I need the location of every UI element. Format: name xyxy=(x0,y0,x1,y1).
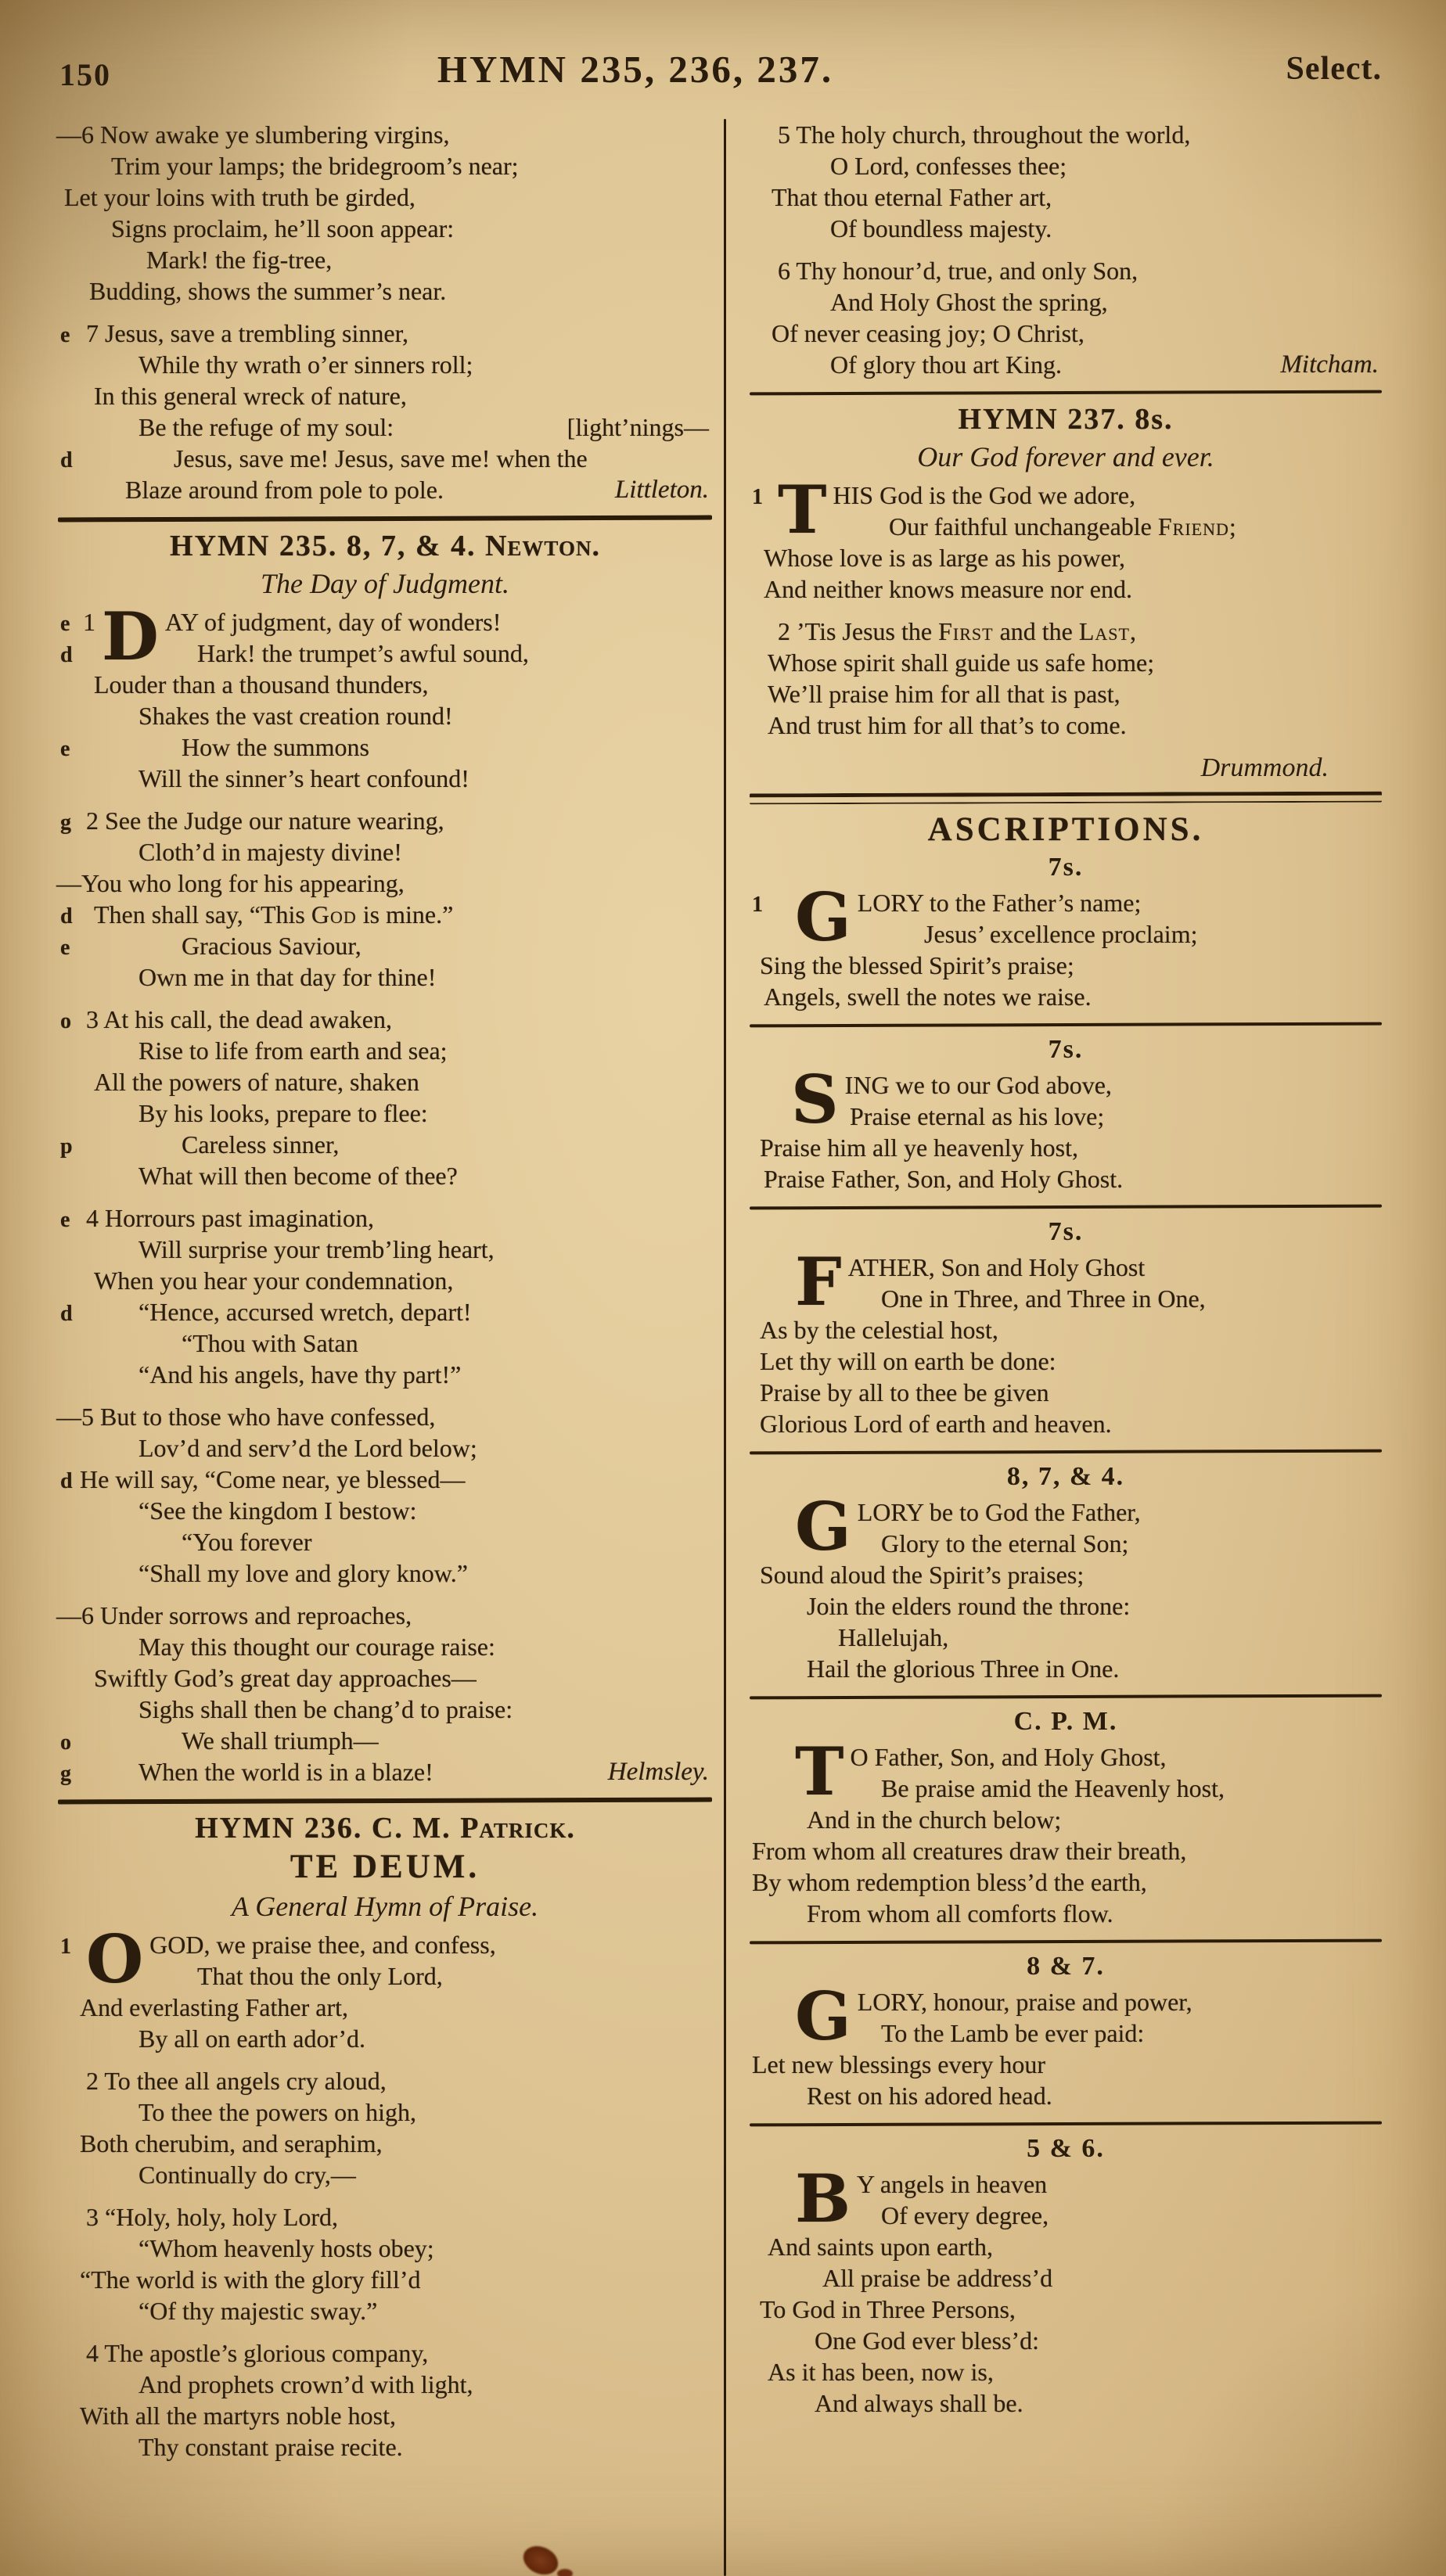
verse-line: Mitcham. Of glory thou art King. xyxy=(830,350,1379,379)
verse-line: d Then shall say, “This God is mine.” xyxy=(56,899,714,930)
verse-stanza xyxy=(748,119,1383,244)
verse-line: Signs proclaim, he’ll soon appear: xyxy=(111,214,455,243)
verse-line: To thee the powers on high, xyxy=(138,2098,417,2126)
verse-line: GLORY be to God the Father, xyxy=(795,1488,1141,1565)
verse-line: Our faithful unchangeable Friend; xyxy=(889,512,1237,541)
verse-line: e 1 D AY of judgment, day of wonders! xyxy=(60,598,502,675)
verse-line: —5 But to those who have confessed, xyxy=(56,1403,436,1431)
verse-line: “You forever xyxy=(182,1528,312,1556)
ink-stain-small xyxy=(557,2569,573,2576)
verse-line: Will surprise your tremb’ling heart, xyxy=(138,1235,495,1263)
hymn-heading: HYMN 237. 8s. xyxy=(958,403,1174,436)
section-rule xyxy=(750,792,1382,805)
drop-cap: G xyxy=(795,878,851,956)
section-rule xyxy=(750,390,1382,396)
section-rule xyxy=(58,1798,712,1805)
verse-line: Rise to life from earth and sea; xyxy=(138,1037,448,1065)
drop-cap: F xyxy=(795,1243,842,1320)
expression-mark: e xyxy=(60,1208,70,1232)
verse-line: One God ever bless’d: xyxy=(815,2326,1040,2355)
verse-line: Littleton. Blaze around from pole to pole. xyxy=(125,476,709,504)
verse-line: Budding, shows the summer’s near. xyxy=(89,277,447,305)
verse-line: And saints upon earth, xyxy=(768,2233,993,2261)
verse-line: d “Hence, accursed wretch, depart! xyxy=(56,1296,714,1328)
verse-line: Trim your lamps; the bridegroom’s near; xyxy=(111,152,519,180)
verse-line: Let new blessings every hour xyxy=(752,2050,1046,2078)
expression-mark: 1 xyxy=(752,485,763,509)
verse-stanza xyxy=(748,471,1383,605)
expression-mark: g xyxy=(60,1762,71,1786)
expression-mark: d xyxy=(60,643,73,667)
verse-line: Jesus’ excellence proclaim; xyxy=(924,920,1198,948)
verse-stanza xyxy=(56,2201,714,2326)
verse-line: T O Father, Son, and Holy Ghost, xyxy=(795,1733,1167,1810)
verse-line: And in the church below; xyxy=(807,1805,1062,1834)
verse-line: And prophets crown’d with light, xyxy=(138,2370,473,2398)
drop-cap: T xyxy=(778,471,827,548)
verse-line: “Thou with Satan xyxy=(182,1329,358,1357)
hymn-subtitle: The Day of Judgment. xyxy=(261,568,509,599)
verse-line: Swiftly God’s great day approaches— xyxy=(94,1664,477,1692)
verse-stanza xyxy=(56,805,714,993)
verse-line: And everlasting Father art, xyxy=(80,1993,348,2021)
verse-line: By his looks, prepare to flee: xyxy=(138,1099,428,1127)
verse-line: “The world is with the glory fill’d xyxy=(80,2265,421,2294)
verse-stanza xyxy=(56,2065,714,2190)
verse-stanza xyxy=(56,598,714,794)
verse-line: e 7 Jesus, save a trembling sinner, xyxy=(56,318,714,349)
verse-line: Praise eternal as his love; xyxy=(850,1102,1105,1130)
hymn-heading: HYMN 236. C. M. Patrick. xyxy=(195,1812,575,1845)
verse-stanza xyxy=(748,1488,1383,1684)
hymn-subtitle: A General Hymn of Praise. xyxy=(231,1891,539,1922)
verse-line: 3 “Holy, holy, holy Lord, xyxy=(86,2203,339,2231)
verse-stanza xyxy=(56,1920,714,2054)
verse-line: d Hark! the trumpet’s awful sound, xyxy=(56,638,714,669)
expression-mark: o xyxy=(60,1730,71,1755)
verse-line: From whom all comforts flow. xyxy=(807,1899,1113,1928)
verse-line: One in Three, and Three in One, xyxy=(881,1284,1206,1313)
verse-line: e How the summons xyxy=(56,731,714,763)
drop-cap: G xyxy=(795,1488,851,1565)
verse-line: Praise him all ye heavenly host, xyxy=(760,1134,1079,1162)
expression-mark: p xyxy=(60,1134,73,1159)
verse-line: Glory to the eternal Son; xyxy=(881,1529,1129,1557)
section-rule xyxy=(750,1939,1382,1945)
column-divider-rule xyxy=(724,119,726,2576)
verse-line: o We shall triumph— xyxy=(56,1725,714,1756)
verse-line: Will the sinner’s heart confound! xyxy=(138,764,469,792)
verse-line: “And his angels, have thy part!” xyxy=(138,1360,462,1389)
verse-stanza xyxy=(748,1978,1383,2111)
verse-line: Praise Father, Son, and Holy Ghost. xyxy=(764,1165,1124,1193)
section-label: Select. xyxy=(1286,51,1382,87)
small-caps-text: Friend; xyxy=(1157,512,1237,541)
tune-name-line: Drummond. xyxy=(1200,753,1329,782)
meter-label: 7s. xyxy=(1048,1217,1084,1246)
meter-label: 5 & 6. xyxy=(1027,2134,1105,2163)
left-column xyxy=(56,119,714,2576)
tune-name: Mitcham. xyxy=(1280,350,1379,379)
verse-line: 2 To thee all angels cry aloud, xyxy=(86,2067,387,2095)
expression-mark: d xyxy=(60,448,73,472)
verse-line: Sing the blessed Spirit’s praise; xyxy=(760,951,1074,979)
verse-stanza xyxy=(748,1061,1383,1195)
section-title: TE DEUM. xyxy=(290,1848,480,1885)
small-caps-text: Patrick. xyxy=(460,1812,575,1845)
section-rule xyxy=(58,516,712,523)
expression-mark: g xyxy=(60,810,71,835)
verse-line: B Y angels in heaven xyxy=(795,2160,1048,2237)
verse-line: Join the elders round the throne: xyxy=(807,1592,1131,1620)
verse-line: By all on earth ador’d. xyxy=(138,2025,365,2053)
verse-stanza xyxy=(56,1401,714,1589)
verse-line: Let your loins with truth be girded, xyxy=(64,183,415,211)
verse-line: All the powers of nature, shaken xyxy=(94,1068,419,1096)
verse-line: Both cherubim, and seraphim, xyxy=(80,2129,383,2157)
verse-line: Praise by all to thee be given xyxy=(760,1378,1049,1407)
small-caps-text: First xyxy=(938,617,994,645)
drop-cap: T xyxy=(795,1733,844,1810)
verse-line: And neither knows measure nor end. xyxy=(764,575,1132,603)
verse-line: GLORY, honour, praise and power, xyxy=(795,1978,1192,2055)
expression-mark: e xyxy=(60,323,70,347)
verse-line: 1 O GOD, we praise thee, and confess, xyxy=(60,1920,496,1998)
verse-line: “Of thy majestic sway.” xyxy=(138,2297,378,2325)
verse-line: Lov’d and serv’d the Lord below; xyxy=(138,1434,477,1462)
carried-over-text: [light’nings— xyxy=(567,413,709,441)
verse-line: Be praise amid the Heavenly host, xyxy=(881,1774,1225,1802)
verse-stanza xyxy=(748,1243,1383,1439)
verse-line: Helmsley. g When the world is in a blaze! xyxy=(56,1756,714,1787)
verse-line: While thy wrath o’er sinners roll; xyxy=(138,350,473,379)
verse-line: “Whom heavenly hosts obey; xyxy=(138,2234,434,2262)
verse-line: —6 Now awake ye slumbering virgins, xyxy=(56,120,450,149)
verse-line: That thou the only Lord, xyxy=(197,1962,443,1990)
verse-line: Angels, swell the notes we raise. xyxy=(764,983,1092,1011)
verse-line: Louder than a thousand thunders, xyxy=(94,670,429,699)
verse-line: Mark! the fig-tree, xyxy=(146,246,333,274)
expression-mark: 1 xyxy=(752,893,763,917)
verse-line: To the Lamb be ever paid: xyxy=(881,2019,1145,2047)
verse-line: Thy constant praise recite. xyxy=(138,2433,403,2461)
small-caps-text: Newton. xyxy=(484,530,600,562)
drop-cap: B xyxy=(795,2160,851,2237)
tune-name: Littleton. xyxy=(614,476,709,504)
verse-line: e 4 Horrours past imagination, xyxy=(56,1202,714,1234)
verse-line: O Lord, confesses thee; xyxy=(830,152,1067,180)
verse-line: Sound aloud the Spirit’s praises; xyxy=(760,1561,1084,1589)
drop-cap: D xyxy=(102,598,159,675)
verse-line: 5 The holy church, throughout the world, xyxy=(778,120,1191,149)
verse-stanza xyxy=(748,2160,1383,2419)
verse-stanza xyxy=(56,119,714,307)
verse-line: As it has been, now is, xyxy=(768,2358,994,2386)
section-rule xyxy=(750,1205,1382,1210)
verse-line: Cloth’d in majesty divine! xyxy=(138,838,402,866)
tune-name: Helmsley. xyxy=(607,1758,709,1786)
drop-cap: O xyxy=(86,1920,144,1998)
verse-line: By whom redemption bless’d the earth, xyxy=(752,1868,1147,1896)
verse-line: Of every degree, xyxy=(881,2201,1049,2229)
verse-line: p Careless sinner, xyxy=(56,1129,714,1160)
verse-line: “See the kingdom I bestow: xyxy=(138,1496,417,1525)
verse-line: Of boundless majesty. xyxy=(830,214,1052,243)
page-title: HYMN 235, 236, 237. xyxy=(437,48,834,91)
verse-line: 4 The apostle’s glorious company, xyxy=(86,2339,429,2367)
verse-stanza xyxy=(748,255,1383,380)
verse-line: Of never ceasing joy; O Christ, xyxy=(772,319,1084,347)
section-title: ASCRIPTIONS. xyxy=(927,811,1204,848)
verse-stanza xyxy=(56,1202,714,1390)
verse-line: [light’nings— Be the refuge of my soul: xyxy=(138,413,709,441)
expression-mark: d xyxy=(60,904,73,929)
meter-label: 8 & 7. xyxy=(1027,1952,1105,1981)
verse-line: When you hear your condemnation, xyxy=(94,1266,454,1295)
verse-line: With all the martyrs noble host, xyxy=(80,2402,396,2430)
drop-cap: S xyxy=(791,1061,839,1138)
expression-mark: o xyxy=(60,1009,71,1033)
verse-line: Sighs shall then be chang’d to praise: xyxy=(138,1695,513,1723)
page-header xyxy=(0,41,1446,119)
verse-stanza xyxy=(56,1600,714,1787)
hymn-subtitle: Our God forever and ever. xyxy=(917,441,1214,472)
meter-label: C. P. M. xyxy=(1013,1707,1118,1736)
verse-line: May this thought our courage raise: xyxy=(138,1633,495,1661)
verse-line: “Shall my love and glory know.” xyxy=(138,1559,468,1587)
verse-stanza xyxy=(748,1733,1383,1929)
verse-line: d He will say, “Come near, ye blessed— xyxy=(56,1464,714,1495)
verse-line: What will then become of thee? xyxy=(138,1162,458,1190)
verse-stanza xyxy=(56,1004,714,1191)
verse-line: As by the celestial host, xyxy=(760,1316,998,1344)
verse-line: Whose love is as large as his power, xyxy=(764,544,1126,572)
verse-stanza xyxy=(56,2337,714,2463)
expression-mark: e xyxy=(60,936,70,960)
drop-cap: G xyxy=(795,1978,851,2055)
verse-line: Whose spirit shall guide us safe home; xyxy=(768,648,1155,677)
verse-line: Own me in that day for thine! xyxy=(138,963,437,991)
verse-line: All praise be address’d xyxy=(822,2264,1053,2292)
text-columns xyxy=(0,119,1446,2576)
verse-stanza xyxy=(748,878,1383,1012)
verse-line: 6 Thy honour’d, true, and only Son, xyxy=(778,257,1138,285)
verse-stanza xyxy=(56,318,714,505)
meter-label: 7s. xyxy=(1048,853,1084,882)
verse-line: SING we to our God above, xyxy=(791,1061,1112,1138)
verse-line: And always shall be. xyxy=(815,2389,1023,2417)
section-rule xyxy=(750,1450,1382,1455)
verse-line: We’ll praise him for all that is past, xyxy=(768,680,1120,708)
verse-line: Shakes the vast creation round! xyxy=(138,702,453,730)
verse-line: And trust him for all that’s to come. xyxy=(768,711,1127,739)
meter-label: 7s. xyxy=(1048,1035,1084,1064)
verse-line: Continually do cry,— xyxy=(138,2161,356,2189)
verse-line: That thou eternal Father art, xyxy=(772,183,1052,211)
page-number: 150 xyxy=(59,57,111,92)
expression-mark: e xyxy=(60,737,70,761)
verse-line: And Holy Ghost the spring, xyxy=(830,288,1108,316)
verse-line: o 3 At his call, the dead awaken, xyxy=(56,1004,714,1035)
verse-stanza xyxy=(748,616,1383,741)
verse-line: 1 G LORY to the Father’s name; xyxy=(752,878,1142,956)
verse-line: From whom all creatures draw their breath, xyxy=(752,1837,1187,1865)
verse-line: Hallelujah, xyxy=(838,1623,949,1651)
verse-line: Hail the glorious Three in One. xyxy=(807,1654,1120,1683)
hymn-heading: HYMN 235. 8, 7, & 4. Newton. xyxy=(170,530,600,562)
meter-label: 8, 7, & 4. xyxy=(1006,1462,1125,1491)
section-rule xyxy=(750,1694,1382,1700)
section-rule xyxy=(750,1022,1382,1028)
section-rule xyxy=(750,2122,1382,2127)
verse-line: —You who long for his appearing, xyxy=(56,869,405,897)
verse-line: Glorious Lord of earth and heaven. xyxy=(760,1410,1112,1438)
right-column xyxy=(748,119,1383,2576)
verse-line: To God in Three Persons, xyxy=(760,2295,1016,2323)
verse-line: —6 Under sorrows and reproaches, xyxy=(56,1601,412,1629)
expression-mark: e xyxy=(60,612,70,636)
verse-line: Rest on his adored head. xyxy=(807,2082,1052,2110)
verse-line: g 2 See the Judge our nature wearing, xyxy=(56,805,714,836)
expression-mark: 1 xyxy=(60,1935,71,1959)
verse-line: In this general wreck of nature, xyxy=(94,382,407,410)
small-caps-text: Last, xyxy=(1078,617,1137,645)
verse-line: d Jesus, save me! Jesus, save me! when the xyxy=(56,443,714,474)
verse-line: Let thy will on earth be done: xyxy=(760,1347,1056,1375)
expression-mark: d xyxy=(60,1469,73,1493)
expression-mark: d xyxy=(60,1302,73,1326)
small-caps-text: God xyxy=(311,900,357,929)
verse-line: 1 T HIS God is the God we adore, xyxy=(752,471,1136,548)
verse-line: FATHER, Son and Holy Ghost xyxy=(795,1243,1146,1320)
verse-line: e Gracious Saviour, xyxy=(56,930,714,961)
verse-line: 2 ’Tis Jesus the First and the Last, xyxy=(778,617,1137,645)
